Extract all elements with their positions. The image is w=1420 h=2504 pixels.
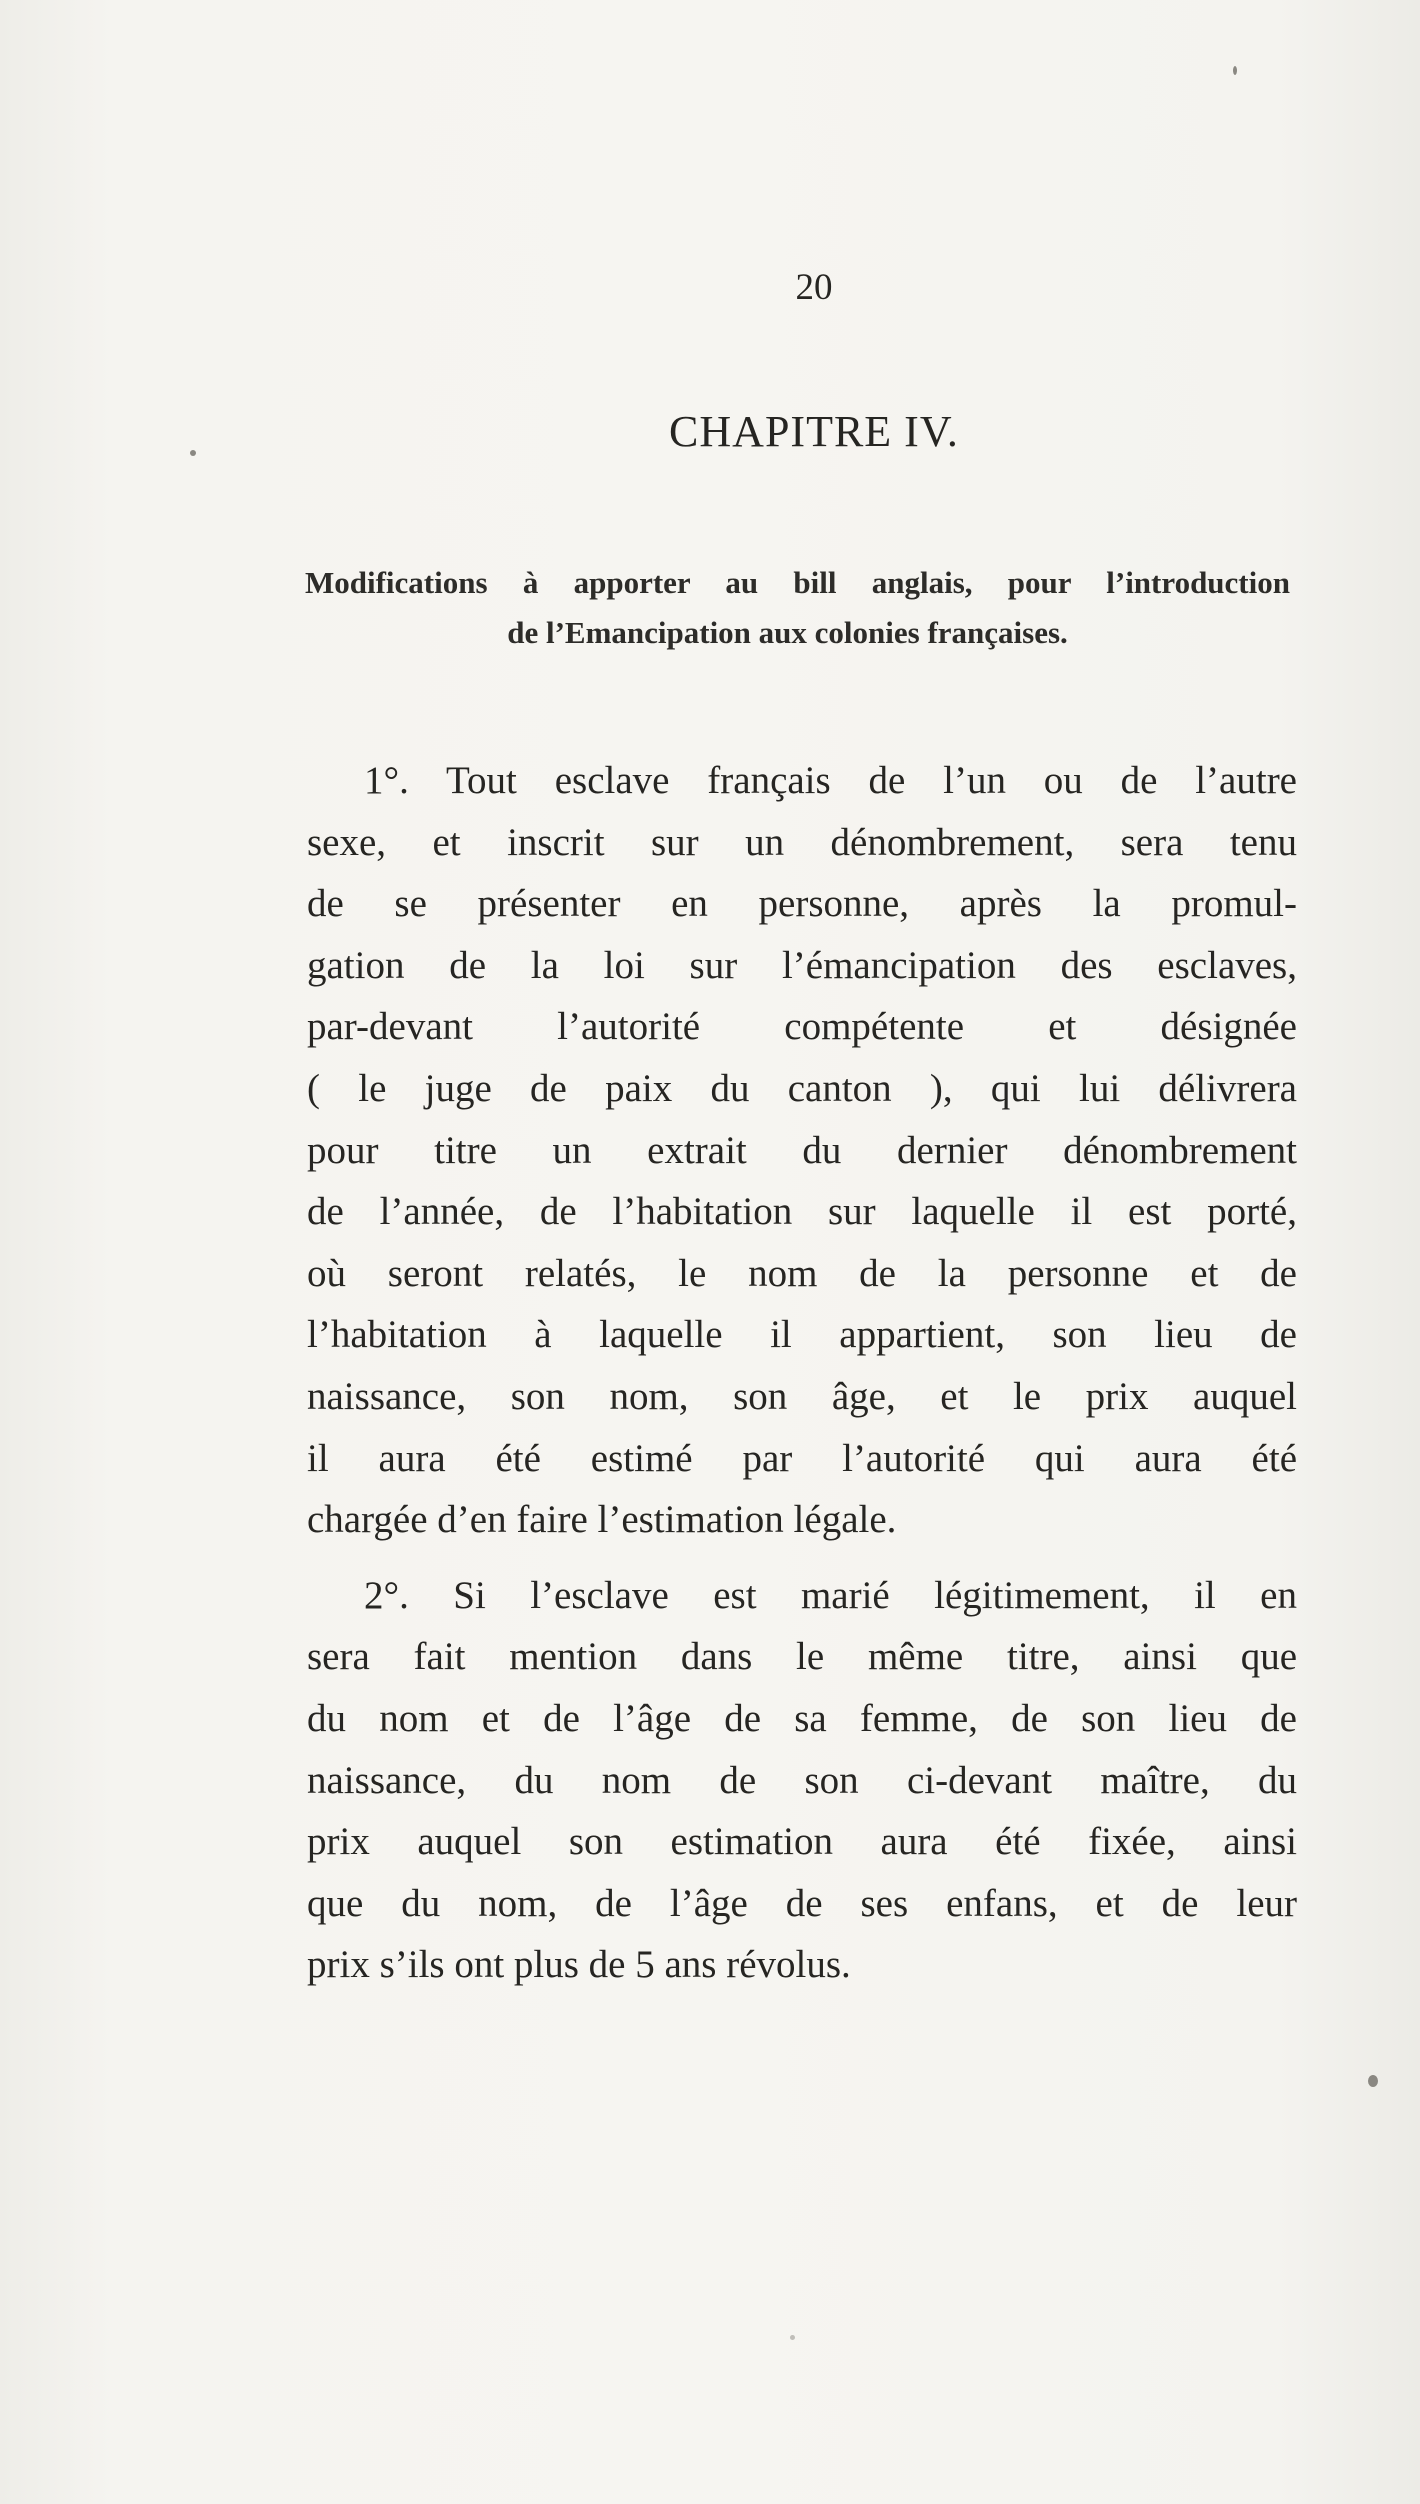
text-line: où seront relatés, le nom de la personne et de [307,1251,1297,1295]
text-line: gation de la loi sur l’émancipation des esclaves, [307,943,1297,987]
text-line: prix s’ils ont plus de 5 ans révolus. [307,1943,851,1987]
text-line: chargée d’en faire l’estimation légale. [307,1498,897,1542]
subtitle-line: de l’Emancipation aux colonies françaises. [507,615,1068,650]
text-line: prix auquel son estimation aura été fixée, ainsi [307,1820,1297,1864]
text-line: 1°. Tout esclave français de l’un ou de l’autre [364,759,1297,802]
text-line: naissance, du nom de son ci-devant maître, du [307,1758,1297,1802]
paragraph-1 [307,750,1297,1551]
text-line: sera fait mention dans le même titre, ainsi que [307,1635,1297,1679]
text-line: que du nom, de l’âge de ses enfans, et de leur [307,1881,1297,1925]
chapter-subtitle [305,558,1290,658]
subtitle-line: Modifications à apporter au bill anglais, pour l’introduction [305,565,1290,600]
text-line: du nom et de l’âge de sa femme, de son lieu de [307,1696,1297,1740]
chapter-title-text: CHAPITRE IV. [669,407,959,456]
paper-speck [1368,2075,1378,2087]
text-line: sexe, et inscrit sur un dénombrement, sera tenu [307,820,1297,864]
text-line: l’habitation à laquelle il appartient, son lieu de [307,1313,1297,1357]
body-text [307,750,1297,2010]
paper-speck [190,450,196,456]
text-line: de l’année, de l’habitation sur laquelle il est porté, [307,1190,1297,1234]
paper-speck [1233,66,1237,75]
text-line: naissance, son nom, son âge, et le prix auquel [307,1374,1297,1418]
page-number-text: 20 [795,267,833,308]
text-line: de se présenter en personne, après la promul- [307,882,1297,926]
text-line: il aura été estimé par l’autorité qui aura été [307,1436,1297,1480]
text-line: par-devant l’autorité compétente et désignée [307,1005,1297,1049]
text-line: pour titre un extrait du dernier dénombrement [307,1128,1297,1172]
paper-speck [790,2335,795,2340]
text-line: 2°. Si l’esclave est marié légitimement, il en [364,1573,1297,1617]
page-number [0,263,1420,313]
text-line: ( le juge de paix du canton ), qui lui délivrera [307,1066,1297,1110]
paragraph-2 [307,1565,1297,1996]
chapter-title [0,402,1420,462]
